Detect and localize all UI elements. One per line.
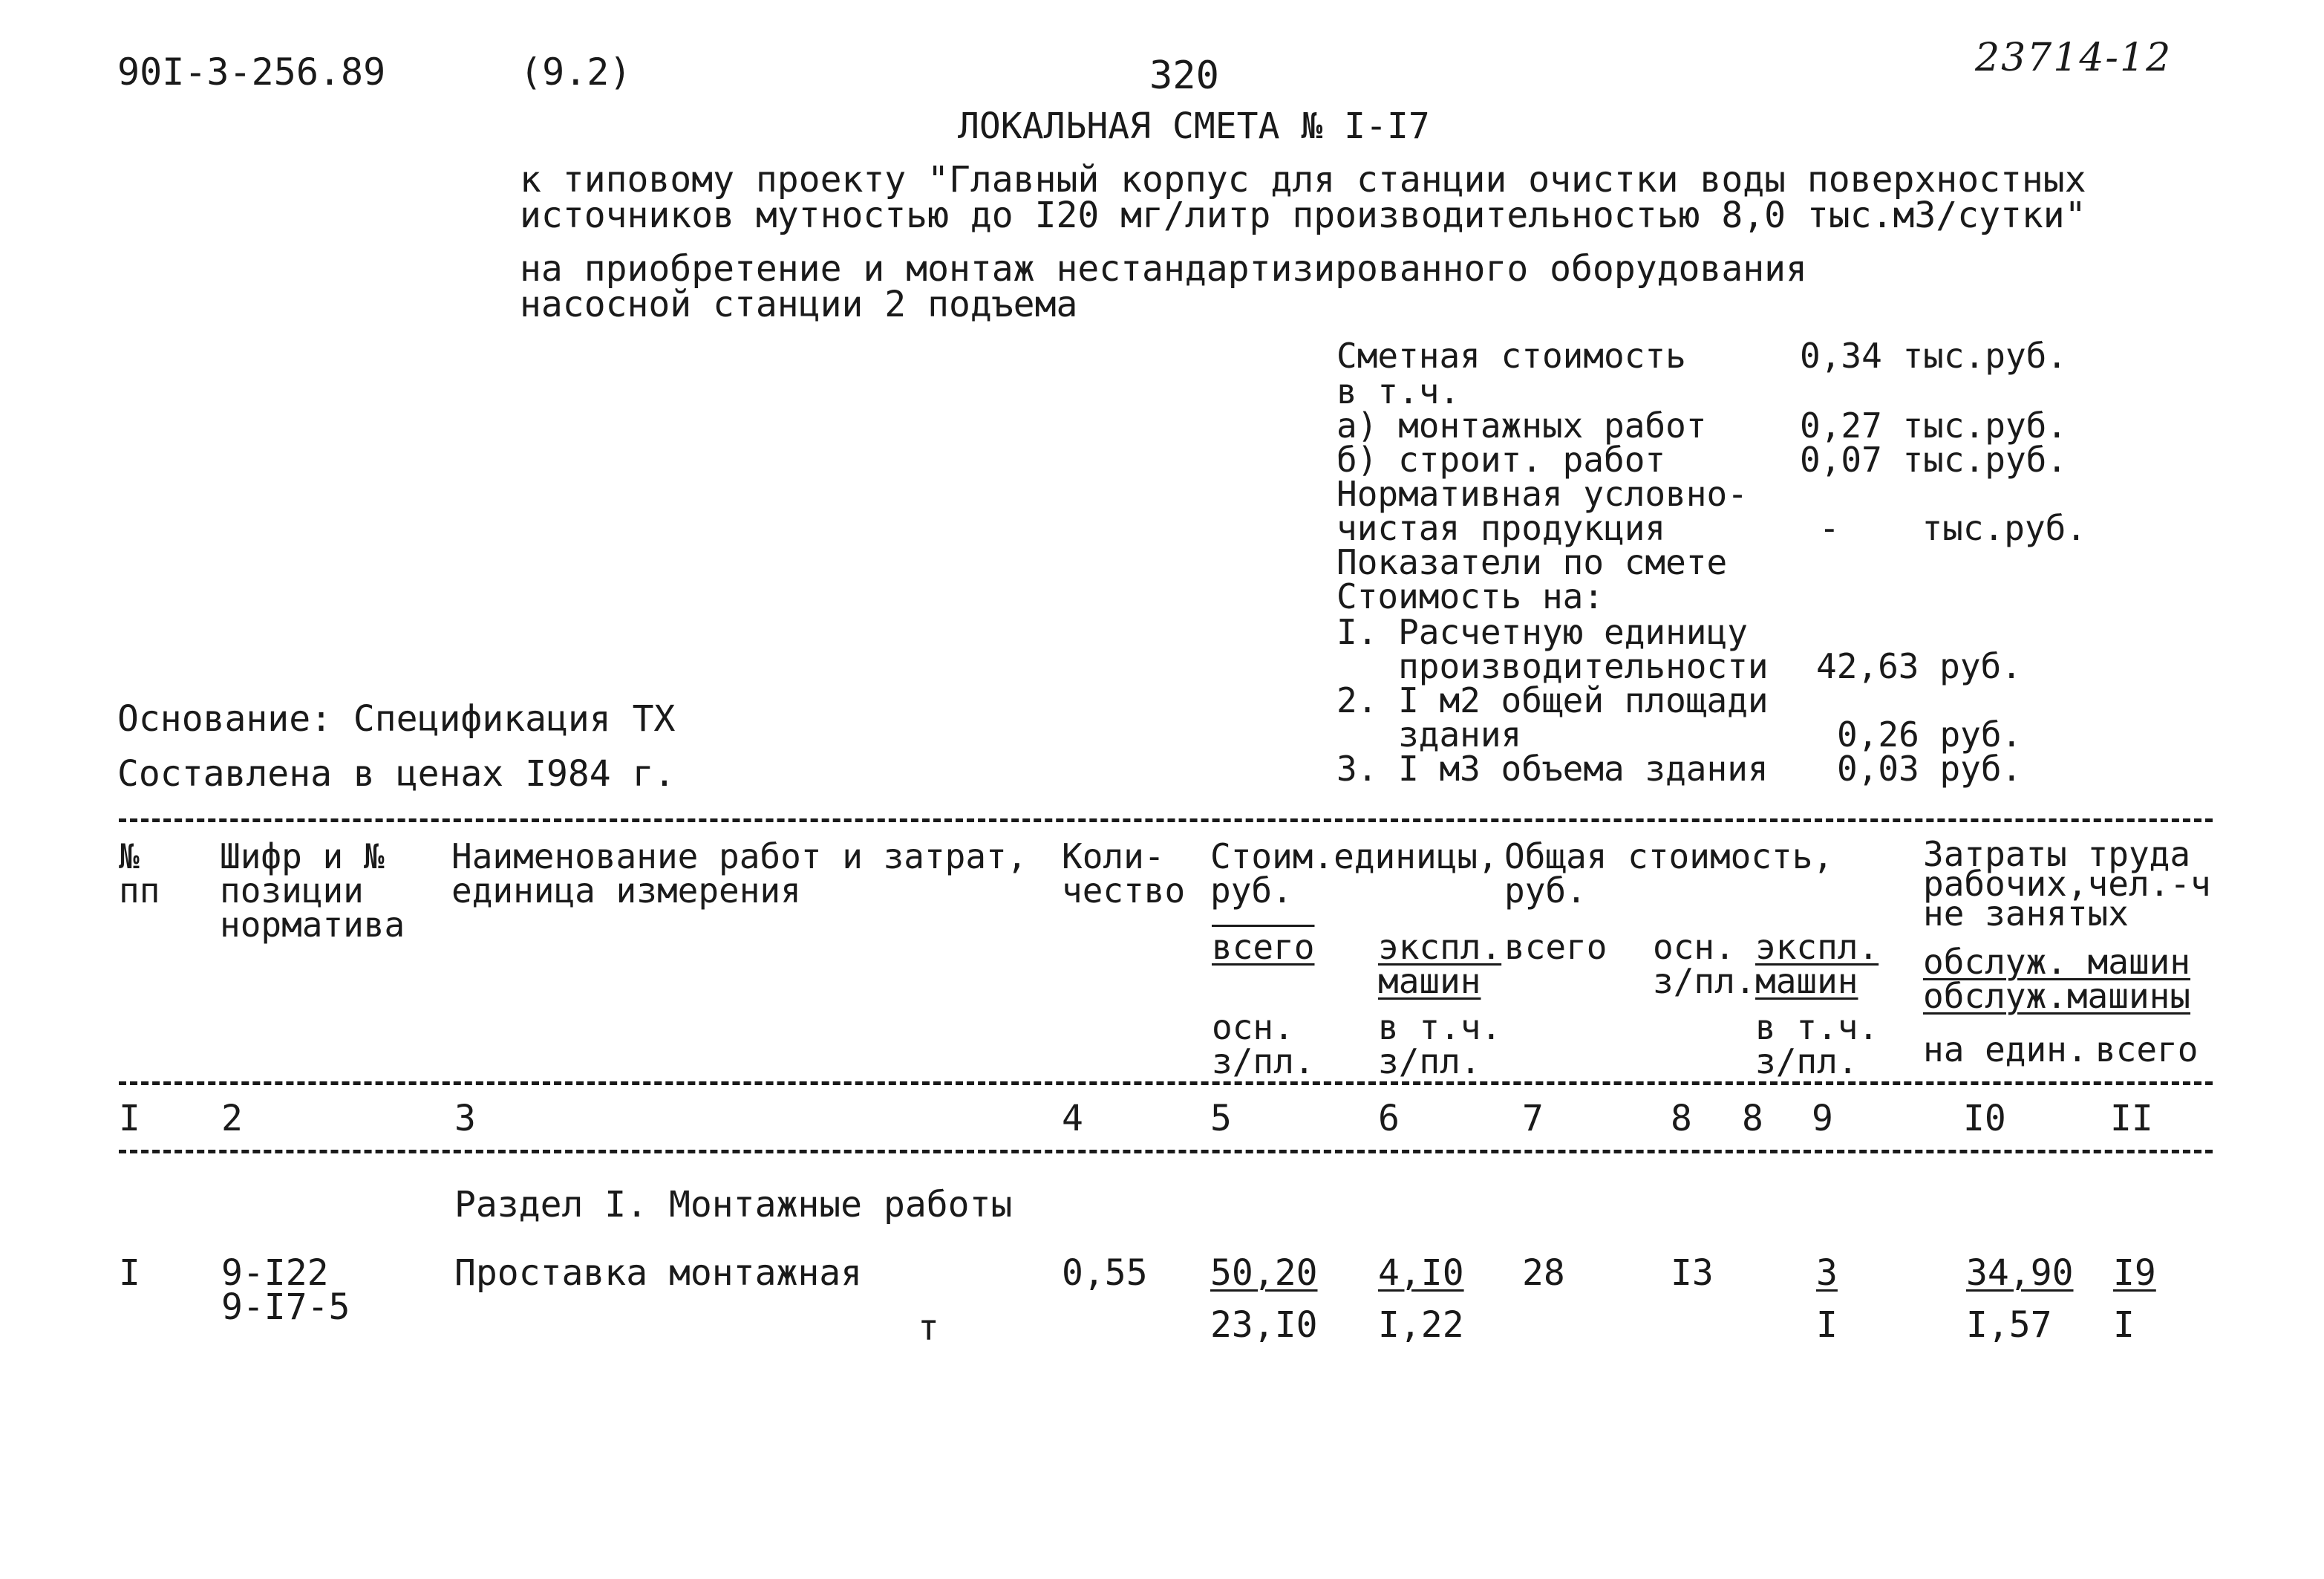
header-total-machines-wage: в т.ч. з/пл. (1755, 1007, 1879, 1081)
estimate-title: ЛОКАЛЬНАЯ СМЕТА № I-I7 (958, 105, 1430, 147)
column-number: II (2110, 1098, 2153, 1139)
project-line-1: к типовому проекту "Главный корпус для станции очистки воды поверхностных (520, 159, 2086, 201)
summary-label: б) строит. работ (1336, 440, 1666, 480)
column-number: I0 (1963, 1098, 2006, 1139)
quantity: 0,55 (1062, 1252, 1148, 1294)
header-total-cost: Общая стоимость, руб. (1504, 836, 1834, 911)
header-labor-per-unit: на един. (1923, 1029, 2088, 1070)
labor-per-unit: 34,90 (1966, 1252, 2074, 1294)
work-name: Проставка монтажная (454, 1252, 863, 1294)
header-total-machines: экспл. машин (1755, 927, 1879, 1001)
section-title: Раздел I. Монтажные работы (454, 1184, 1013, 1225)
header-total-all: всего (1504, 927, 1607, 967)
summary-label: I. Расчетную единицу (1336, 612, 1748, 652)
total-cost-all: 28 (1522, 1252, 1565, 1294)
unit-cost-total: 50,20 (1210, 1252, 1318, 1294)
summary-label: в т.ч. (1336, 371, 1460, 411)
header-row-number: № пп (119, 836, 160, 911)
subject-line-2: насосной станции 2 подъема (520, 284, 1078, 325)
summary-label: Показатели по смете (1336, 542, 1728, 582)
header-labor-machine-service-alt: обслуж.машины (1923, 976, 2191, 1016)
header-quantity: Коли- чество (1062, 836, 1186, 911)
unit-cost-basic-wage: 23,I0 (1210, 1304, 1318, 1346)
summary-value: 0,07 тыс.руб. (1800, 440, 2068, 480)
header-norm-code: Шифр и № позиции норматива (220, 836, 405, 945)
project-line-2: источников мутностью до I20 мг/литр производительностью 8,0 тыс.м3/сутки" (520, 195, 2086, 236)
column-number: 9 (1812, 1098, 1833, 1139)
price-level-line: Составлена в ценах I984 г. (117, 753, 676, 795)
column-number: 5 (1210, 1098, 1232, 1139)
summary-value: 0,26 руб. (1837, 714, 2023, 755)
header-unit-total: всего (1212, 927, 1315, 967)
summary-label: производительности (1336, 646, 1769, 686)
summary-label: Сметная стоимость (1336, 336, 1686, 376)
unit-cost-machines: 4,I0 (1378, 1252, 1464, 1294)
header-total-basic-wage: осн. з/пл. (1653, 927, 1756, 1001)
unit-cost-machines-wage: I,22 (1378, 1304, 1464, 1346)
header-labor-total: всего (2095, 1029, 2199, 1070)
column-number: I (119, 1098, 140, 1139)
total-cost-machines: 3 (1816, 1252, 1838, 1294)
column-number: 2 (221, 1098, 243, 1139)
page-number: 320 (1149, 53, 1219, 98)
summary-value: - тыс.руб. (1819, 508, 2087, 548)
total-cost-machines-wage: I (1816, 1304, 1838, 1346)
summary-label: 3. I м3 объема здания (1336, 749, 1769, 789)
handwritten-inventory-number: 23714-12 (1975, 36, 2173, 80)
summary-label: 2. I м2 общей площади (1336, 680, 1769, 720)
header-unit-machines-wage: в т.ч. з/пл. (1378, 1007, 1502, 1081)
header-unit-cost: Стоим.единицы, руб. (1210, 836, 1498, 911)
header-unit-basic-wage: осн. з/пл. (1212, 1007, 1315, 1081)
norm-code-secondary: 9-I7-5 (221, 1286, 350, 1328)
labor-total-machines: I (2113, 1304, 2135, 1346)
column-number: 8 (1742, 1098, 1763, 1139)
header-labor-machine-service: обслуж. машин (1923, 942, 2191, 982)
header-work-name: Наименование работ и затрат, единица измерения (451, 836, 1028, 911)
summary-label: Нормативная условно- (1336, 474, 1748, 514)
total-cost-basic-wage: I3 (1671, 1252, 1714, 1294)
summary-value: 0,27 тыс.руб. (1800, 406, 2068, 446)
column-numbers-bottom-rule (119, 1150, 2213, 1153)
summary-value: 0,03 руб. (1837, 749, 2023, 789)
labor-per-unit-machines: I,57 (1966, 1304, 2052, 1346)
summary-value: 0,34 тыс.руб. (1800, 336, 2068, 376)
header-unit-machines: экспл. машин (1378, 927, 1502, 1001)
summary-label: чистая продукция (1336, 508, 1666, 548)
volume-number: (9.2) (520, 51, 632, 94)
column-number: 3 (454, 1098, 476, 1139)
norm-code: 9-I22 (221, 1252, 329, 1294)
summary-label: здания (1336, 714, 1522, 755)
column-number: 8 (1671, 1098, 1692, 1139)
row-number: I (119, 1252, 140, 1294)
summary-label: Стоимость на: (1336, 576, 1605, 616)
table-top-rule (119, 818, 2213, 822)
column-number: 7 (1522, 1098, 1544, 1139)
subject-line-1: на приобретение и монтаж нестандартизированного оборудования (520, 248, 1807, 290)
document-code: 90I-3-256.89 (117, 51, 386, 94)
labor-total: I9 (2113, 1252, 2156, 1294)
header-bottom-rule (119, 1081, 2213, 1085)
column-number: 4 (1062, 1098, 1083, 1139)
measure-unit: т (918, 1307, 939, 1349)
summary-value: 42,63 руб. (1816, 646, 2022, 686)
summary-label: а) монтажных работ (1336, 406, 1707, 446)
column-number: 6 (1378, 1098, 1400, 1139)
basis-line: Основание: Спецификация ТХ (117, 698, 676, 740)
header-labor: Затраты труда рабочих,чел.-ч не занятых (1923, 834, 2211, 934)
